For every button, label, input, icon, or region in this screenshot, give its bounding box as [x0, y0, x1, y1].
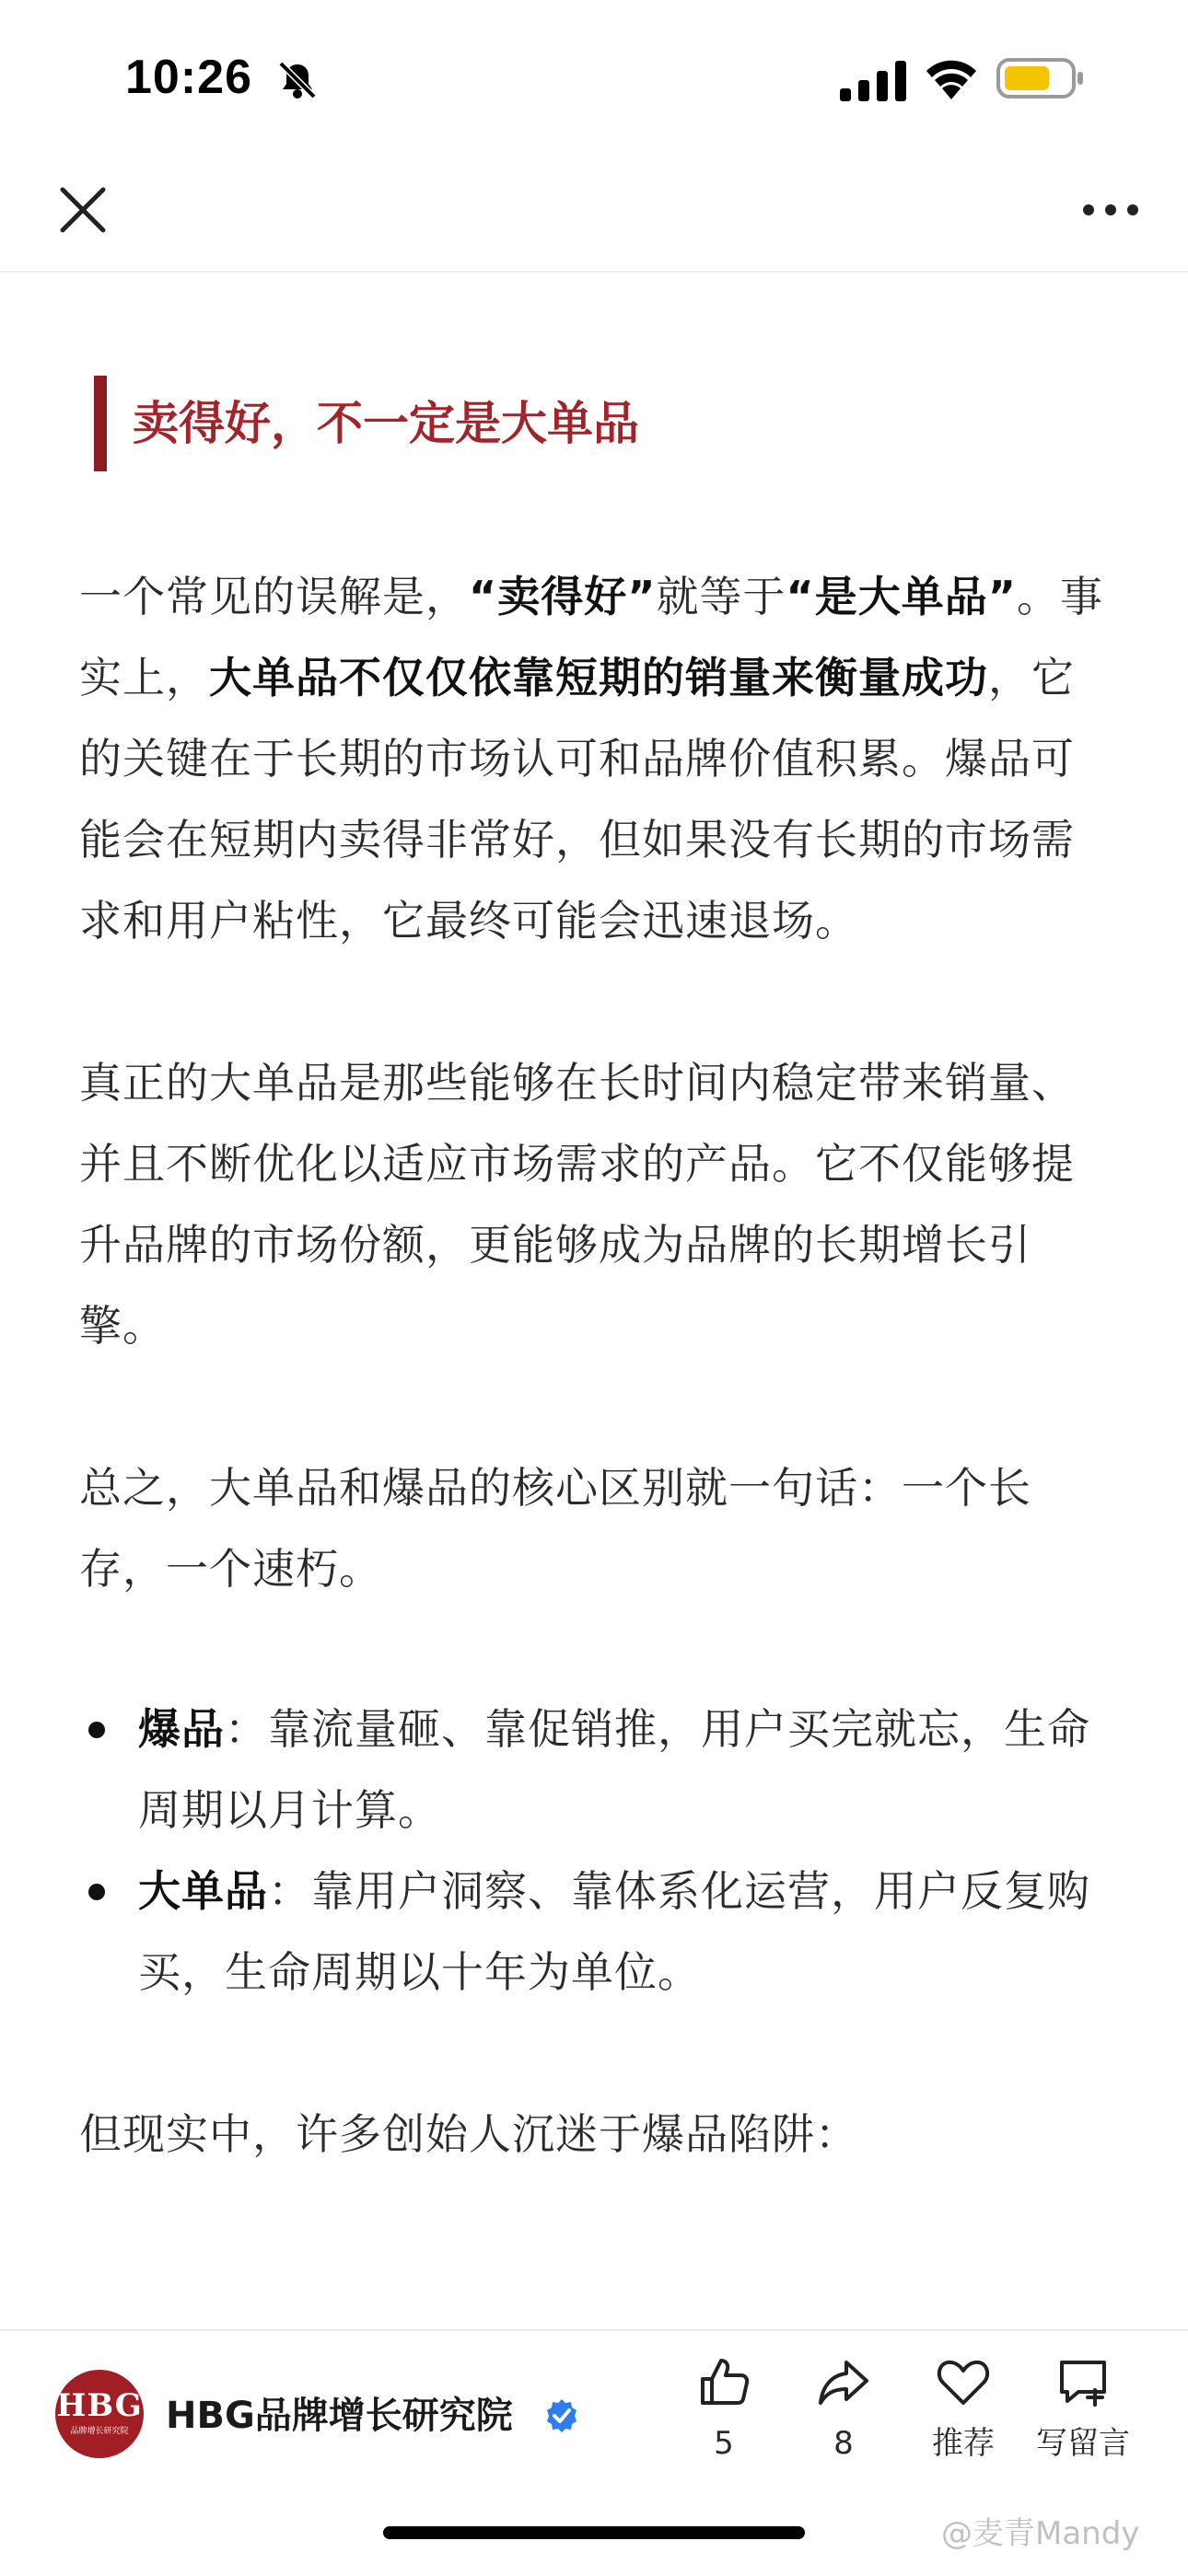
account-name[interactable]: HBG品牌增长研究院 — [166, 2395, 513, 2437]
share-button[interactable] — [788, 2353, 899, 2491]
close-button[interactable] — [50, 177, 116, 243]
account-avatar[interactable] — [55, 2370, 144, 2458]
status-bar — [0, 0, 1188, 157]
article-body — [79, 273, 1111, 2175]
paragraph: 但现实中，许多创始人沉迷于爆品陷阱： — [79, 2109, 858, 2159]
paragraph-text: 一个常见的误解是， — [79, 572, 469, 621]
more-options-button[interactable] — [1072, 177, 1149, 243]
like-button[interactable] — [669, 2353, 779, 2491]
section-heading-text: 卖得好，不一定是大单品 — [133, 397, 639, 450]
wifi-icon — [923, 55, 980, 101]
write-comment-label: 写留言 — [1036, 2425, 1130, 2462]
write-comment-button[interactable] — [1028, 2353, 1138, 2491]
share-arrow-icon — [815, 2353, 872, 2410]
comment-add-icon — [1054, 2353, 1112, 2410]
watermark: @麦青Mandy — [941, 2515, 1140, 2552]
paragraph — [79, 556, 1111, 961]
bullet-term: 爆品 — [138, 1704, 225, 1754]
heart-icon — [935, 2353, 992, 2410]
bullet-dot — [88, 1884, 105, 1900]
bold-text: “是大单品” — [786, 572, 1017, 621]
close-icon — [50, 177, 116, 243]
bullet-dot — [88, 1722, 105, 1738]
paragraph-text: 。事实上， — [79, 572, 1103, 702]
recommend-button[interactable] — [908, 2353, 1019, 2491]
more-horizontal-icon — [1072, 177, 1149, 243]
thumbs-up-icon — [695, 2353, 752, 2410]
share-count: 8 — [833, 2425, 854, 2462]
home-indicator[interactable] — [383, 2526, 805, 2539]
battery-icon — [996, 57, 1085, 99]
bullet-list — [79, 1688, 1111, 2013]
bold-text: “卖得好” — [469, 572, 657, 621]
bell-off-icon — [276, 59, 319, 101]
cellular-signal-icon — [840, 61, 906, 101]
bullet-term: 大单品 — [138, 1866, 268, 1916]
top-nav — [0, 157, 1188, 273]
logo-text: HBG — [56, 2387, 143, 2424]
verified-badge-icon — [543, 2397, 580, 2434]
bullet-text: ：靠流量砸、靠促销推，用户买完就忘，生命周期以月计算。 — [138, 1704, 1090, 1835]
like-count: 5 — [714, 2425, 734, 2462]
bold-text: 大单品不仅仅依靠短期的销量来衡量成功 — [209, 653, 988, 702]
paragraph-text: ，它的关键在于长期的市场认可和品牌价值积累。爆品可能会在短期内卖得非常好，但如果没有长期的市场需求和用户粘性，它最终可能会迅速退场。 — [79, 653, 1075, 946]
paragraph: 真正的大单品是那些能够在长时间内稳定带来销量、并且不断优化以适应市场需求的产品。它不仅能够提升品牌的市场份额，更能够成为品牌的长期增长引擎。 — [79, 1058, 1075, 1351]
list-item — [79, 1688, 1111, 1851]
paragraph-text: 就等于 — [656, 572, 786, 621]
recommend-label: 推荐 — [932, 2425, 995, 2462]
list-item — [79, 1851, 1111, 2013]
status-time: 10:26 — [125, 51, 252, 104]
logo-subtext: 品牌增长研究院 — [70, 2427, 129, 2436]
heading-accent-bar — [94, 376, 107, 471]
paragraph: 总之，大单品和爆品的核心区别就一句话：一个长存，一个速朽。 — [79, 1463, 1031, 1594]
bullet-text: ：靠用户洞察、靠体系化运营，用户反复购买，生命周期以十年为单位。 — [138, 1866, 1090, 1997]
section-heading — [79, 376, 1111, 471]
